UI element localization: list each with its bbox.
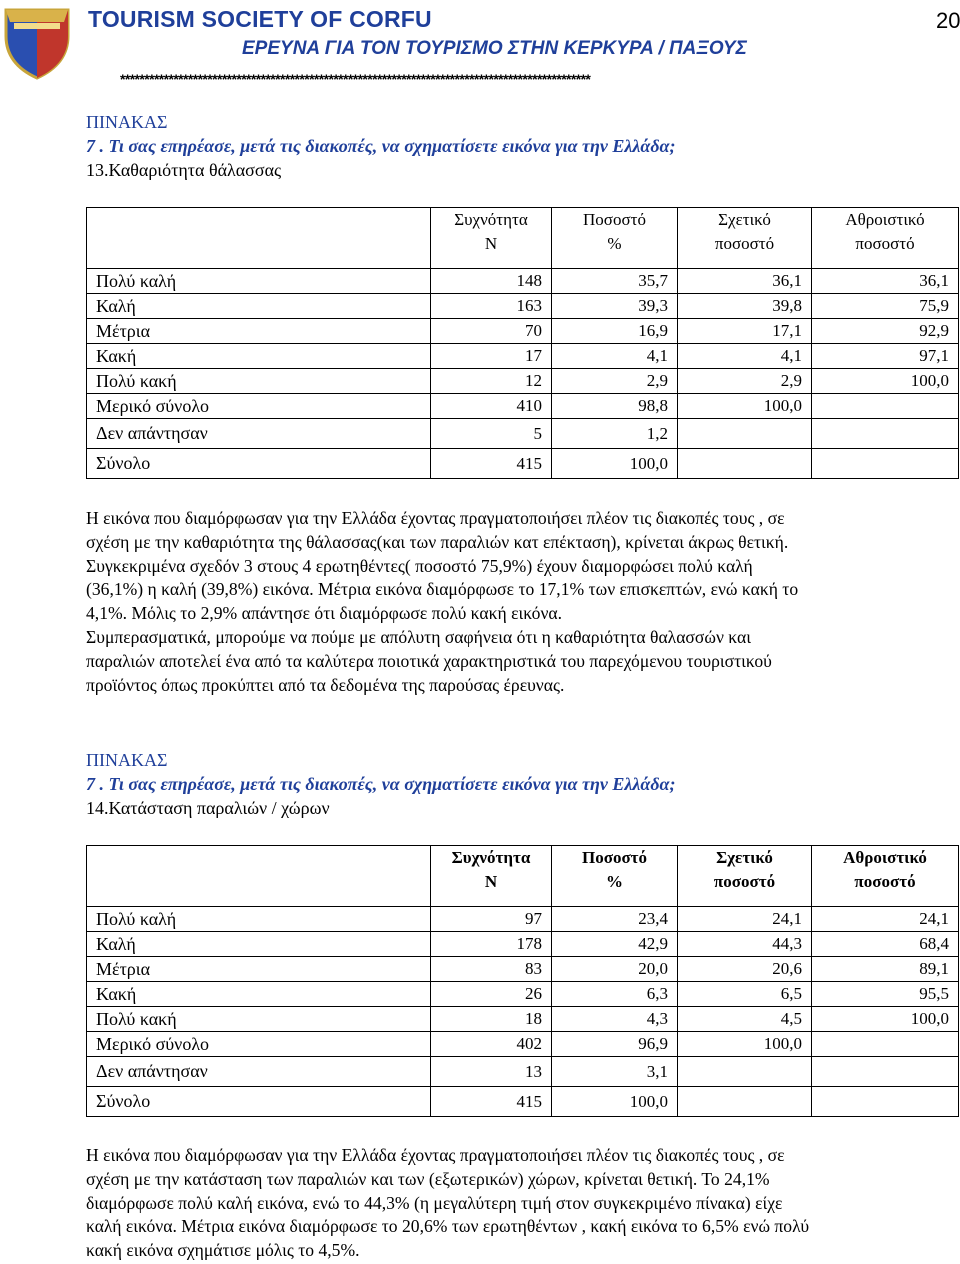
paragraph-line: Συμπερασματικά, μπορούμε να πούμε με απόλυτη σαφήνεια ότι η καθαριότητα θαλασσών και [86, 626, 751, 647]
column-header: Ποσοστό % [552, 208, 678, 269]
table-cell: 12 [431, 369, 552, 394]
section-1-heading [86, 110, 946, 182]
table-cell [678, 1057, 812, 1087]
paragraph-line: Η εικόνα που διαμόρφωσαν για την Ελλάδα έχοντας πραγματοποιήσει πλέον τις διακοπές τους , σε [86, 1145, 785, 1165]
table-row [87, 294, 959, 319]
table-cell: 1,2 [552, 419, 678, 449]
table-cell: 17 [431, 344, 552, 369]
row-label: Σύνολο [87, 449, 431, 479]
table-row [87, 319, 959, 344]
table-cell: 100,0 [678, 394, 812, 419]
table-cell: 2,9 [552, 369, 678, 394]
org-title: TOURISM SOCIETY OF CORFU [88, 6, 432, 32]
row-label: Πολύ κακή [87, 1007, 431, 1032]
table-row [87, 344, 959, 369]
table-cell: 24,1 [678, 907, 812, 932]
table-cell: 415 [431, 449, 552, 479]
row-label: Πολύ κακή [87, 369, 431, 394]
analysis-paragraph-2 [86, 1144, 956, 1263]
frequency-table-2 [86, 845, 959, 1117]
table-header-row [87, 208, 959, 269]
page-number: 20 [936, 8, 960, 33]
question-text: 7 . Τι σας επηρέασε, μετά τις διακοπές, να σχηματίσετε εικόνα για την Ελλάδα; [86, 136, 676, 156]
table-cell: 4,1 [678, 344, 812, 369]
column-header: Ποσοστό % [552, 846, 678, 907]
table-header-row [87, 846, 959, 907]
document-subtitle: ΕΡΕΥΝΑ ΓΙΑ ΤΟΝ ΤΟΥΡΙΣΜΟ ΣΤΗΝ ΚΕΡΚΥΡΑ / ΠΑΞΟΥΣ [242, 38, 747, 59]
paragraph-line: σχέση με την καθαριότητα της θάλασσας(και των παραλιών κατ επέκταση), κρίνεται άκρως θετική. [86, 531, 789, 552]
table-cell: 68,4 [812, 932, 959, 957]
column-header: Αθροιστικό ποσοστό [812, 846, 959, 907]
table-cell: 39,3 [552, 294, 678, 319]
paragraph-line: παραλιών αποτελεί ένα από τα καλύτερα ποιοτικά χαρακτηριστικά του παρεχόμενου τουριστικού [86, 650, 772, 671]
paragraph-line: διαμόρφωσε πολύ καλή εικόνα, ενώ το 44,3% (η μεγαλύτερη τιμή στον συγκεκριμένο πίνακα) είχε [86, 1192, 783, 1213]
table-cell: 18 [431, 1007, 552, 1032]
table-cell: 100,0 [552, 449, 678, 479]
paragraph-line: καλή εικόνα. Μέτρια εικόνα διαμόρφωσε το 20,6% των ερωτηθέντων , κακή εικόνα το 6,5% ενώ πολύ [86, 1216, 810, 1237]
paragraph-line: προϊόντος όπως προκύπτει από τα δεδομένα της παρούσας έρευνας. [86, 674, 565, 695]
table-cell: 35,7 [552, 269, 678, 294]
table-cell [678, 449, 812, 479]
column-header: Σχετικό ποσοστό [678, 208, 812, 269]
table-cell: 97,1 [812, 344, 959, 369]
table-cell: 100,0 [812, 369, 959, 394]
table-row [87, 1057, 959, 1087]
table-cell [812, 419, 959, 449]
paragraph-line: κακή εικόνα σχημάτισε μόλις το 4,5%. [86, 1240, 360, 1261]
column-header [87, 846, 431, 907]
column-header: Συχνότητα N [431, 208, 552, 269]
table-cell [678, 1087, 812, 1117]
shield-logo-icon [2, 2, 72, 80]
table-cell: 24,1 [812, 907, 959, 932]
table-cell: 6,3 [552, 982, 678, 1007]
table-cell: 36,1 [812, 269, 959, 294]
paragraph-line: Η εικόνα που διαμόρφωσαν για την Ελλάδα έχοντας πραγματοποιήσει πλέον τις διακοπές τους , σε [86, 508, 785, 528]
table-row [87, 449, 959, 479]
table-row [87, 419, 959, 449]
table-row [87, 957, 959, 982]
table-cell: 36,1 [678, 269, 812, 294]
table-cell: 44,3 [678, 932, 812, 957]
table-cell [678, 419, 812, 449]
row-label: Μέτρια [87, 319, 431, 344]
row-label: Δεν απάντησαν [87, 419, 431, 449]
paragraph-line: σχέση με την κατάσταση των παραλιών και των (εξωτερικών) χώρων, κρίνεται θετική. Το 24,1% [86, 1168, 770, 1189]
table-row [87, 394, 959, 419]
table-cell: 4,5 [678, 1007, 812, 1032]
table-cell [812, 394, 959, 419]
table-row [87, 982, 959, 1007]
table-cell [812, 1057, 959, 1087]
table-cell: 92,9 [812, 319, 959, 344]
table-cell: 410 [431, 394, 552, 419]
item-title: 13.Καθαριότητα θάλασσας [86, 160, 282, 180]
table-row [87, 1032, 959, 1057]
table-row [87, 932, 959, 957]
frequency-table-1 [86, 207, 959, 479]
row-label: Πολύ καλή [87, 269, 431, 294]
row-label: Καλή [87, 932, 431, 957]
table-cell: 20,6 [678, 957, 812, 982]
table-cell: 98,8 [552, 394, 678, 419]
row-label: Δεν απάντησαν [87, 1057, 431, 1087]
table-cell: 5 [431, 419, 552, 449]
table-cell: 89,1 [812, 957, 959, 982]
table-row [87, 1087, 959, 1117]
row-label: Πολύ καλή [87, 907, 431, 932]
row-label: Μερικό σύνολο [87, 1032, 431, 1057]
table-cell: 100,0 [678, 1032, 812, 1057]
table-row [87, 1007, 959, 1032]
table-cell: 2,9 [678, 369, 812, 394]
section-2-heading [86, 748, 946, 820]
table-label: ΠΙΝΑΚΑΣ [86, 750, 168, 770]
table-cell: 75,9 [812, 294, 959, 319]
table-cell: 6,5 [678, 982, 812, 1007]
row-label: Μερικό σύνολο [87, 394, 431, 419]
table-cell: 163 [431, 294, 552, 319]
table-cell [812, 1032, 959, 1057]
row-label: Σύνολο [87, 1087, 431, 1117]
row-label: Μέτρια [87, 957, 431, 982]
row-label: Κακή [87, 982, 431, 1007]
item-title: 14.Κατάσταση παραλιών / χώρων [86, 798, 330, 818]
table-cell: 95,5 [812, 982, 959, 1007]
table-cell: 96,9 [552, 1032, 678, 1057]
question-text: 7 . Τι σας επηρέασε, μετά τις διακοπές, να σχηματίσετε εικόνα για την Ελλάδα; [86, 774, 676, 794]
table-cell: 70 [431, 319, 552, 344]
paragraph-line: (36,1%) η καλή (39,8%) εικόνα. Μέτρια εικόνα διαμόρφωσε το 17,1% των επισκεπτών, ενώ κακή το [86, 579, 799, 600]
table-cell: 42,9 [552, 932, 678, 957]
column-header: Συχνότητα N [431, 846, 552, 907]
table-cell: 402 [431, 1032, 552, 1057]
table-cell: 97 [431, 907, 552, 932]
table-cell: 39,8 [678, 294, 812, 319]
table-cell: 148 [431, 269, 552, 294]
table-cell: 178 [431, 932, 552, 957]
table-cell: 100,0 [552, 1087, 678, 1117]
table-cell [812, 1087, 959, 1117]
table-row [87, 269, 959, 294]
table-cell: 415 [431, 1087, 552, 1117]
table-cell [812, 449, 959, 479]
table-cell: 13 [431, 1057, 552, 1087]
table-cell: 16,9 [552, 319, 678, 344]
row-label: Καλή [87, 294, 431, 319]
paragraph-line: Συγκεκριμένα σχεδόν 3 στους 4 ερωτηθέντες( ποσοστό 75,9%) έχουν διαμορφώσει πολύ καλή [86, 555, 753, 576]
table-cell: 100,0 [812, 1007, 959, 1032]
paragraph-line: 4,1%. Μόλις το 2,9% απάντησε ότι διαμόρφωσε πολύ κακή εικόνα. [86, 603, 563, 624]
table-label: ΠΙΝΑΚΑΣ [86, 112, 168, 132]
column-header: Σχετικό ποσοστό [678, 846, 812, 907]
table-cell: 4,3 [552, 1007, 678, 1032]
column-header [87, 208, 431, 269]
analysis-paragraph-1 [86, 507, 956, 697]
table-cell: 26 [431, 982, 552, 1007]
column-header: Αθροιστικό ποσοστό [812, 208, 959, 269]
table-cell: 17,1 [678, 319, 812, 344]
table-cell: 3,1 [552, 1057, 678, 1087]
table-cell: 4,1 [552, 344, 678, 369]
table-cell: 83 [431, 957, 552, 982]
table-row [87, 907, 959, 932]
row-label: Κακή [87, 344, 431, 369]
table-cell: 23,4 [552, 907, 678, 932]
table-cell: 20,0 [552, 957, 678, 982]
table-row [87, 369, 959, 394]
separator-stars: ************************************************************************************************* [120, 71, 591, 87]
